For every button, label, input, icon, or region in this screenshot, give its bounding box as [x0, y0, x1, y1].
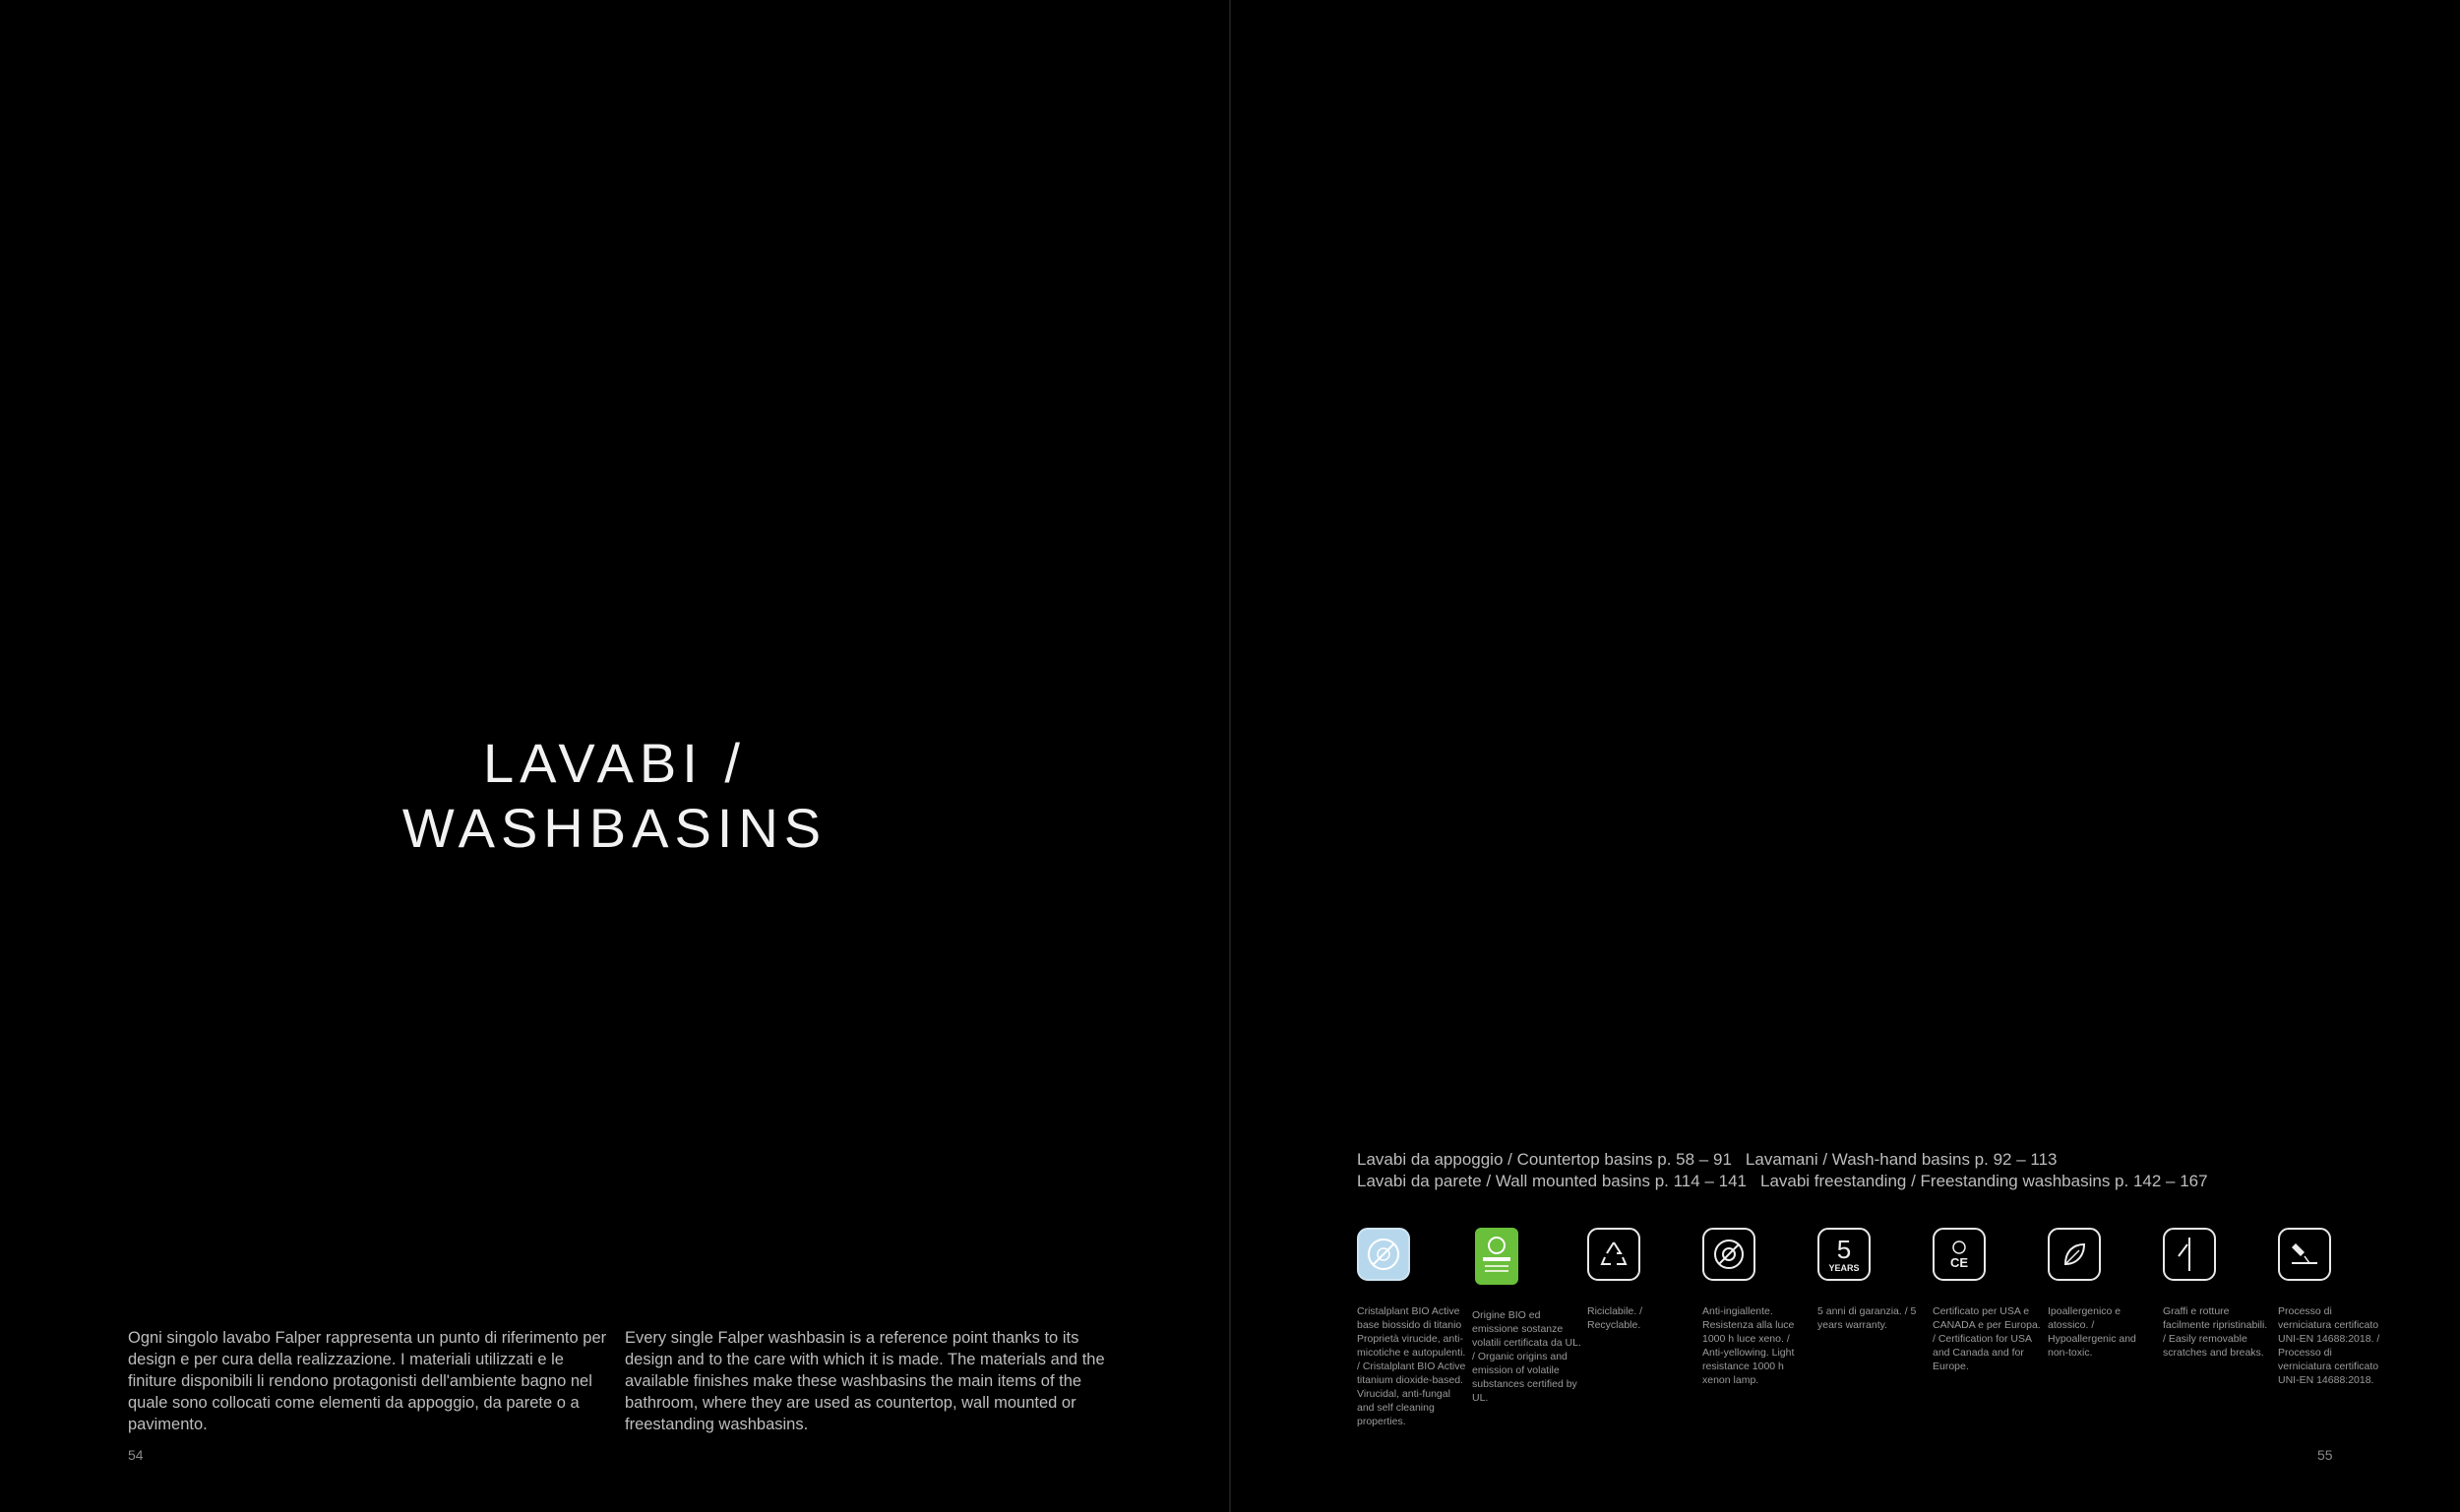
antibacterial-shield-icon [1357, 1228, 1410, 1281]
ce-mark: CE [1949, 1254, 1969, 1270]
index-line-2 [1357, 1171, 2420, 1192]
feature-varnishing [2278, 1228, 2388, 1387]
page-number-right: 55 [2317, 1447, 2333, 1463]
intro-text-english: Every single Falper washbasin is a reference point thanks to its design and to the care with which it is made. The materials and the available finishes make these washbasins the main items of the bathroom, where they are used as countertop, wall mounted or freestanding washbasins. [625, 1329, 1105, 1433]
feature-anti-yellowing [1702, 1228, 1813, 1387]
ul-greenguard-badge-icon [1475, 1228, 1518, 1285]
section-title [0, 731, 1229, 861]
feature-text-anti-yellowing: Anti-ingiallente. Resistenza alla luce 1000 h luce xeno. / Anti-yellowing. Light resistance 1000 h xenon lamp. [1702, 1305, 1795, 1386]
hypoallergenic-leaf-icon [2048, 1228, 2101, 1281]
feature-text-certification: Certificato per USA e CANADA e per Europa. / Certification for USA and Canada and for Europe. [1933, 1305, 2041, 1372]
varnishing-process-icon [2278, 1228, 2331, 1281]
index-entry-freestanding: Lavabi freestanding / Freestanding washbasins p. 142 – 167 [1759, 1172, 2208, 1190]
section-index [1357, 1149, 2420, 1192]
feature-text-repairable: Graffi e rotture facilmente ripristinabili. / Easily removable scratches and breaks. [2163, 1305, 2268, 1359]
feature-hypoallergenic [2048, 1228, 2158, 1360]
right-page [1231, 0, 2460, 1512]
ul-ce-certification-icon [1933, 1228, 1986, 1281]
feature-antibacterial [1357, 1228, 1467, 1428]
recycle-icon [1587, 1228, 1640, 1281]
warranty-years-number: 5 [1836, 1234, 1852, 1264]
feature-text-antibacterial: Cristalplant BIO Active base biossido di titanio Proprietà virucide, anti-micotiche e autopulenti. / Cristalplant BIO Active titanium dioxide-based. Virucidal, anti-fungal and self cleaning properties. [1357, 1305, 1466, 1427]
feature-text-hypoallergenic: Ipoallergenico e atossico. / Hypoallergenic and non-toxic. [2048, 1305, 2136, 1359]
feature-certification [1933, 1228, 2043, 1373]
feature-repairable [2163, 1228, 2273, 1360]
page-number-left: 54 [128, 1447, 144, 1463]
index-entry-countertop: Lavabi da appoggio / Countertop basins p. 58 – 91 [1357, 1150, 1732, 1169]
warranty-years-label: YEARS [1828, 1262, 1860, 1273]
ul-mark-icon [1948, 1240, 1970, 1254]
feature-text-ul-bio: Origine BIO ed emissione sostanze volatili certificata da UL. / Organic origins and emission of volatile substances certified by UL. [1472, 1309, 1581, 1404]
index-entry-wall-mounted: Lavabi da parete / Wall mounted basins p. 114 – 141 [1357, 1172, 1747, 1190]
feature-warranty [1817, 1228, 1928, 1332]
feature-text-varnishing: Processo di verniciatura certificato UNI-EN 14688:2018. / Processo di verniciatura certificato UNI-EN 14688:2018. [2278, 1305, 2380, 1386]
warranty-badge [1828, 1234, 1860, 1273]
features-row [1357, 1228, 2420, 1427]
anti-yellowing-sun-icon [1702, 1228, 1755, 1281]
section-title-line-1: LAVABI / [483, 731, 746, 794]
left-page [0, 0, 1229, 1512]
feature-text-warranty: 5 anni di garanzia. / 5 years warranty. [1817, 1305, 1917, 1331]
index-line-1 [1357, 1149, 2420, 1171]
feature-text-recyclable: Riciclabile. / Recyclable. [1587, 1305, 1643, 1331]
intro-text-italian: Ogni singolo lavabo Falper rappresenta un punto di riferimento per design e per cura della realizzazione. I materiali utilizzati e le finiture disponibili li rendono protagonisti dell'ambiente bagno nel quale sono collocati come elementi da appoggio, da parete o a pavimento. [128, 1329, 607, 1433]
feature-recyclable [1587, 1228, 1697, 1332]
index-entry-wash-hand: Lavamani / Wash-hand basins p. 92 – 113 [1745, 1150, 2058, 1169]
repairable-scratch-icon [2163, 1228, 2216, 1281]
section-title-line-2: WASHBASINS [401, 796, 828, 859]
five-years-warranty-icon [1817, 1228, 1871, 1281]
feature-ul-bio [1472, 1228, 1582, 1405]
certification-badge [1948, 1240, 1970, 1269]
